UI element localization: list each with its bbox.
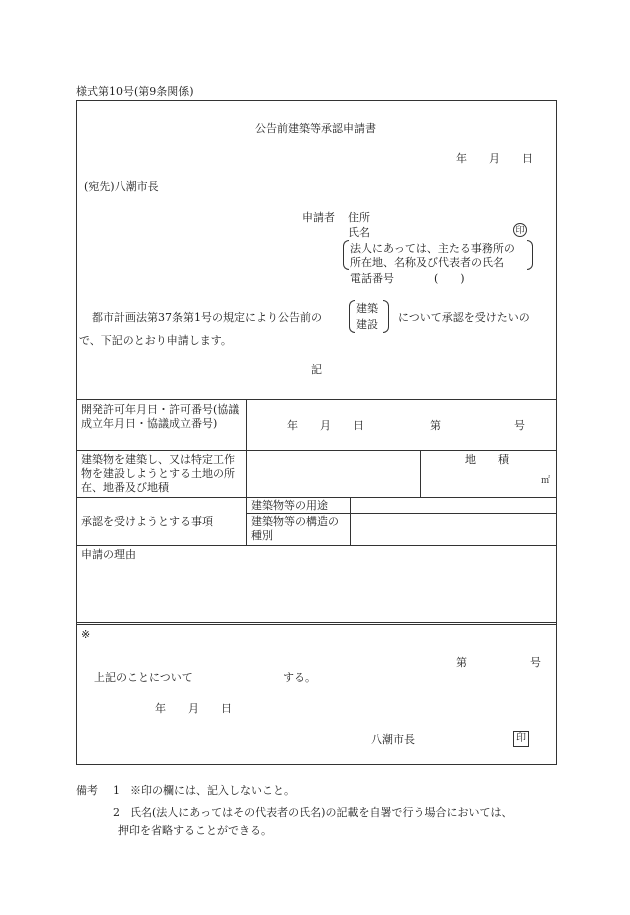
- table-area-divider: [420, 450, 421, 497]
- table-col-divider: [246, 399, 247, 545]
- addressee: (宛先)八潮市長: [84, 180, 159, 193]
- matter-label: 承認を受けようとする事項: [81, 515, 213, 528]
- phone-parens[interactable]: ( ): [434, 272, 465, 285]
- phone-label[interactable]: 電話番号: [350, 272, 394, 285]
- official-number-prefix: 第: [456, 656, 467, 669]
- note-2-text-line-1: 氏名(法人にあってはその代表者の氏名)の記載を自署で行う場合においては、: [130, 806, 513, 819]
- notes-label: 備考: [76, 784, 98, 797]
- body-text-line-2: で、下記のとおり申請します。: [79, 334, 232, 347]
- option-construct[interactable]: 建設: [356, 318, 378, 331]
- official-use-mark: ※: [81, 628, 91, 641]
- table-line-use: [246, 513, 557, 514]
- corp-note-bracket-left: [343, 240, 349, 270]
- note-1-text: ※印の欄には、記入しないこと。: [130, 784, 295, 797]
- table-top-line: [76, 399, 557, 400]
- mayor-seal-mark: 印: [513, 731, 529, 747]
- official-number-suffix: 号: [530, 656, 541, 669]
- reason-label: 申請の理由: [81, 548, 136, 561]
- note-2-number: 2: [113, 806, 120, 819]
- use-label: 建築物等の用途: [251, 499, 328, 512]
- submission-date[interactable]: 年 月 日: [456, 152, 533, 165]
- table-line-4: [76, 545, 557, 546]
- name-label[interactable]: 氏名: [348, 226, 370, 239]
- option-bracket-left: [349, 300, 355, 333]
- table-line-5b: [76, 624, 557, 625]
- body-text-line-1-end: について承認を受けたいの: [398, 311, 530, 324]
- corp-note-line-1: 法人にあっては、主たる事務所の: [350, 242, 515, 255]
- official-date: 年 月 日: [155, 702, 232, 715]
- permit-no-suffix: 号: [514, 419, 525, 432]
- form-title: 公告前建築等承認申請書: [255, 122, 376, 135]
- permit-label: 開発許可年月日・許可番号(協議成立年月日・協議成立番号): [81, 403, 240, 430]
- form-frame: [76, 100, 557, 765]
- address-label[interactable]: 住所: [348, 211, 370, 224]
- option-build[interactable]: 建築: [356, 302, 378, 315]
- structure-label: 建築物等の構造の種別: [251, 515, 339, 542]
- corp-note-line-2: 所在地、名称及び代表者の氏名: [350, 256, 504, 269]
- note-1-number: 1: [113, 784, 120, 797]
- land-label: 建築物を建築し、又は特定工作物を建設しようとする土地の所在、地番及び地積: [81, 453, 235, 494]
- permit-no-prefix: 第: [430, 419, 441, 432]
- ki-heading: 記: [311, 363, 322, 376]
- permit-date[interactable]: 年 月 日: [287, 419, 364, 432]
- official-suru: する。: [283, 671, 316, 684]
- area-unit: ㎡: [541, 476, 551, 486]
- body-text-line-1: 都市計画法第37条第1号の規定により公告前の: [92, 311, 322, 324]
- note-2-text-line-2: 押印を省略することができる。: [118, 824, 272, 837]
- table-line-5: [76, 622, 557, 623]
- official-about-text: 上記のことについて: [94, 671, 193, 684]
- applicant-seal-mark: 印: [513, 223, 527, 237]
- table-line-3: [76, 497, 557, 498]
- area-label: 地 積: [465, 453, 509, 466]
- table-line-2: [76, 450, 557, 451]
- corp-note-bracket-right: [527, 240, 533, 270]
- form-number: 様式第10号(第9条関係): [76, 85, 194, 98]
- applicant-label: 申請者: [302, 211, 335, 224]
- table-matter-divider: [350, 497, 351, 545]
- mayor-label: 八潮市長: [371, 733, 415, 746]
- option-bracket-right: [383, 300, 389, 333]
